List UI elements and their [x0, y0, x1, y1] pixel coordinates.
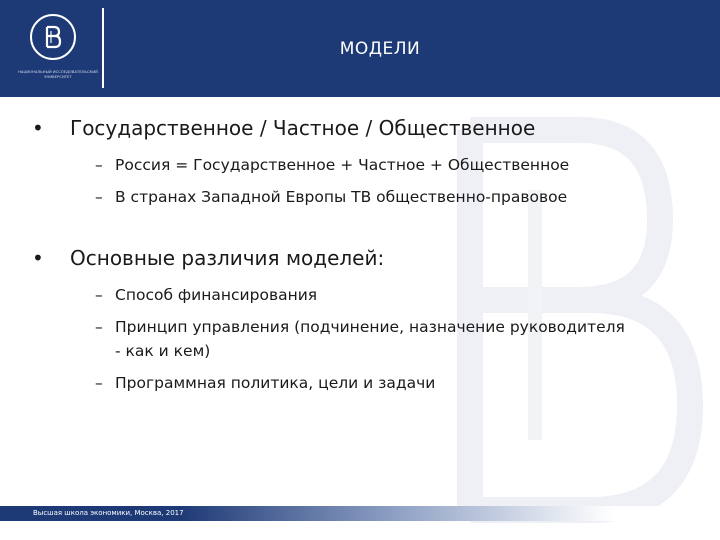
bullet-item [30, 243, 710, 273]
bullet-icon: • [32, 116, 44, 140]
sub-bullet-text: В странах Западной Европы ТВ общественно-правовое [115, 188, 568, 206]
logo-caption: НАЦИОНАЛЬНЫЙ ИССЛЕДОВАТЕЛЬСКИЙ УНИВЕРСИТЕТ [18, 70, 98, 79]
sub-bullet-item [95, 371, 710, 395]
footer-text: Высшая школа экономики, Москва, 2017 [33, 509, 184, 517]
sub-bullet-item [95, 315, 710, 363]
sub-bullet-item [95, 153, 710, 177]
sub-bullet-item [95, 185, 710, 209]
page-title: МОДЕЛИ [339, 38, 421, 59]
bullet-icon: • [32, 246, 44, 270]
hse-logo-icon [30, 14, 76, 60]
sub-bullet-text: Россия = Государственное + Частное + Общественное [115, 156, 570, 174]
header-bar [0, 0, 720, 97]
dash-icon: – [95, 318, 103, 336]
dash-icon: – [95, 286, 103, 304]
sub-bullet-text: Принцип управления (подчинение, назначение руководителя - как и кем) [115, 318, 625, 360]
sub-bullet-text: Способ финансирования [115, 286, 318, 304]
bullet-text: Государственное / Частное / Общественное [70, 116, 536, 140]
slide-content [30, 113, 710, 395]
logo [12, 8, 104, 88]
header-divider [102, 8, 104, 88]
bullet-text: Основные различия моделей: [70, 246, 385, 270]
dash-icon: – [95, 374, 103, 392]
dash-icon: – [95, 188, 103, 206]
bullet-item [30, 113, 710, 143]
sub-bullet-text: Программная политика, цели и задачи [115, 374, 436, 392]
sub-bullet-item [95, 283, 710, 307]
dash-icon: – [95, 156, 103, 174]
logo-emblem [38, 22, 68, 52]
